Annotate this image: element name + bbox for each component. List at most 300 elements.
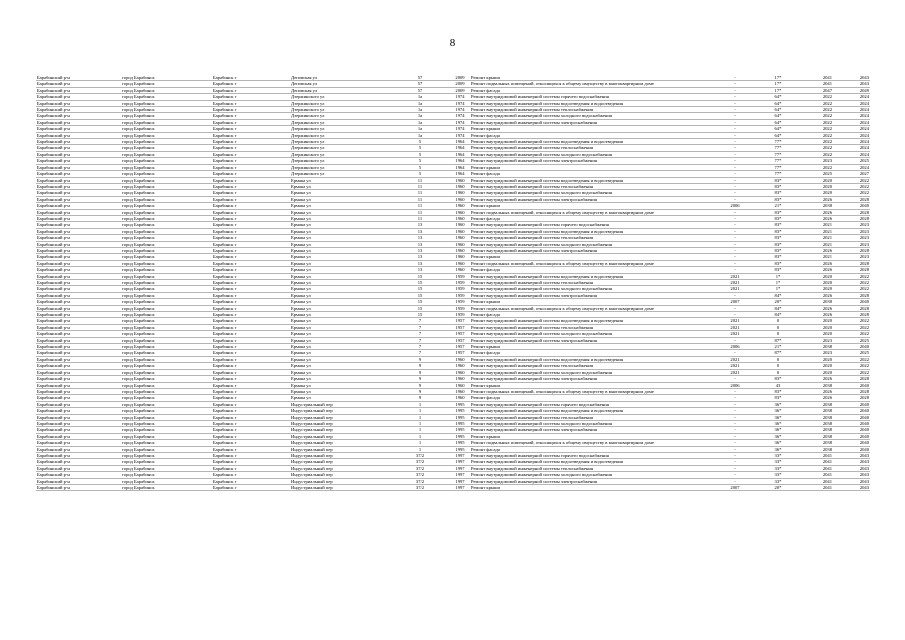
cell-plan-end-year: 2040 xyxy=(833,382,870,388)
cell-last-repair-year: - xyxy=(710,388,760,394)
cell-district: Барабинский р-н xyxy=(36,81,121,87)
cell-plan-start-year: 2038 xyxy=(796,433,833,439)
cell-settlement: Барабинск г xyxy=(212,331,290,337)
cell-municipality: город Барабинск xyxy=(121,344,212,350)
cell-street: Деповская ул xyxy=(290,87,390,93)
cell-work-type: Ремонт внутридомовой инженерной системы холодного водоснабжения xyxy=(470,472,710,478)
cell-last-repair-year: - xyxy=(710,100,760,106)
cell-settlement: Барабинск г xyxy=(212,395,290,401)
cell-district: Барабинский р-н xyxy=(36,254,121,260)
cell-street: Ермака ул xyxy=(290,254,390,260)
cell-municipality: город Барабинск xyxy=(121,75,212,81)
cell-wear-percent: 83* xyxy=(760,260,796,266)
cell-municipality: город Барабинск xyxy=(121,171,212,177)
cell-last-repair-year: - xyxy=(710,459,760,465)
cell-street: Индустриальный пер xyxy=(290,485,390,491)
cell-settlement: Барабинск г xyxy=(212,299,290,305)
cell-built-year: 1974 xyxy=(450,100,470,106)
cell-house-number: 1 xyxy=(390,408,450,414)
cell-work-type: Ремонт подвальных помещений, относящихся к общему имуществу в многоквартирном доме xyxy=(470,260,710,266)
cell-wear-percent: 43 xyxy=(760,382,796,388)
cell-work-type: Ремонт внутридомовой инженерной системы теплоснабжения xyxy=(470,363,710,369)
cell-built-year: 1997 xyxy=(450,485,470,491)
cell-plan-end-year: 2022 xyxy=(833,273,870,279)
cell-work-type: Ремонт крыши xyxy=(470,433,710,439)
cell-house-number: 7 xyxy=(390,337,450,343)
cell-plan-end-year: 2024 xyxy=(833,126,870,132)
cell-plan-start-year: 2026 xyxy=(796,388,833,394)
cell-work-type: Ремонт крыши xyxy=(470,485,710,491)
cell-district: Барабинский р-н xyxy=(36,350,121,356)
cell-plan-end-year: 2043 xyxy=(833,472,870,478)
cell-settlement: Барабинск г xyxy=(212,267,290,273)
cell-settlement: Барабинск г xyxy=(212,292,290,298)
cell-district: Барабинский р-н xyxy=(36,420,121,426)
cell-municipality: город Барабинск xyxy=(121,318,212,324)
cell-street: Ермака ул xyxy=(290,222,390,228)
cell-street: Индустриальный пер xyxy=(290,446,390,452)
cell-settlement: Барабинск г xyxy=(212,356,290,362)
cell-work-type: Ремонт фасада xyxy=(470,171,710,177)
cell-settlement: Барабинск г xyxy=(212,280,290,286)
cell-plan-start-year: 2041 xyxy=(796,485,833,491)
cell-district: Барабинский р-н xyxy=(36,164,121,170)
cell-settlement: Барабинск г xyxy=(212,485,290,491)
cell-settlement: Барабинск г xyxy=(212,81,290,87)
cell-work-type: Ремонт внутридомовой инженерной системы холодного водоснабжения xyxy=(470,331,710,337)
cell-work-type: Ремонт подвальных помещений, относящихся к общему имуществу в многоквартирном доме xyxy=(470,209,710,215)
cell-municipality: город Барабинск xyxy=(121,228,212,234)
cell-district: Барабинский р-н xyxy=(36,196,121,202)
cell-district: Барабинский р-н xyxy=(36,241,121,247)
cell-last-repair-year: - xyxy=(710,254,760,260)
cell-plan-start-year: 2038 xyxy=(796,203,833,209)
cell-district: Барабинский р-н xyxy=(36,132,121,138)
cell-settlement: Барабинск г xyxy=(212,401,290,407)
cell-district: Барабинский р-н xyxy=(36,465,121,471)
cell-municipality: город Барабинск xyxy=(121,100,212,106)
cell-settlement: Барабинск г xyxy=(212,376,290,382)
cell-house-number: 7 xyxy=(390,350,450,356)
cell-wear-percent: 0 xyxy=(760,363,796,369)
cell-built-year: 1997 xyxy=(450,472,470,478)
cell-municipality: город Барабинск xyxy=(121,292,212,298)
cell-district: Барабинский р-н xyxy=(36,215,121,221)
cell-house-number: 1а xyxy=(390,113,450,119)
cell-built-year: 1959 xyxy=(450,273,470,279)
cell-last-repair-year: - xyxy=(710,260,760,266)
cell-district: Барабинский р-н xyxy=(36,299,121,305)
cell-wear-percent: 84* xyxy=(760,305,796,311)
cell-street: Ермака ул xyxy=(290,235,390,241)
cell-municipality: город Барабинск xyxy=(121,247,212,253)
cell-work-type: Ремонт крыши xyxy=(470,203,710,209)
cell-street: Индустриальный пер xyxy=(290,472,390,478)
cell-wear-percent: 83* xyxy=(760,228,796,234)
cell-built-year: 1964 xyxy=(450,171,470,177)
cell-street: Дзержинского ул xyxy=(290,139,390,145)
cell-settlement: Барабинск г xyxy=(212,254,290,260)
cell-last-repair-year: 2021 xyxy=(710,324,760,330)
cell-plan-end-year: 2024 xyxy=(833,119,870,125)
cell-plan-end-year: 2025 xyxy=(833,337,870,343)
cell-built-year: 1960 xyxy=(450,388,470,394)
cell-district: Барабинский р-н xyxy=(36,286,121,292)
cell-plan-start-year: 2026 xyxy=(796,267,833,273)
cell-house-number: 1а xyxy=(390,94,450,100)
capital-repair-table xyxy=(36,75,870,491)
cell-house-number: 57 xyxy=(390,81,450,87)
cell-plan-end-year: 2040 xyxy=(833,203,870,209)
cell-settlement: Барабинск г xyxy=(212,196,290,202)
cell-built-year: 1957 xyxy=(450,324,470,330)
cell-district: Барабинский р-н xyxy=(36,388,121,394)
cell-built-year: 1960 xyxy=(450,183,470,189)
cell-work-type: Ремонт подвальных помещений, относящихся к общему имуществу в многоквартирном доме xyxy=(470,305,710,311)
cell-plan-end-year: 2025 xyxy=(833,158,870,164)
cell-built-year: 1960 xyxy=(450,196,470,202)
cell-plan-start-year: 2026 xyxy=(796,312,833,318)
cell-wear-percent: 36* xyxy=(760,401,796,407)
cell-built-year: 1960 xyxy=(450,190,470,196)
cell-street: Ермака ул xyxy=(290,241,390,247)
cell-plan-start-year: 2022 xyxy=(796,107,833,113)
cell-house-number: 1а xyxy=(390,119,450,125)
cell-plan-end-year: 2028 xyxy=(833,247,870,253)
cell-street: Ермака ул xyxy=(290,267,390,273)
cell-settlement: Барабинск г xyxy=(212,465,290,471)
cell-house-number: 11 xyxy=(390,215,450,221)
cell-municipality: город Барабинск xyxy=(121,209,212,215)
cell-settlement: Барабинск г xyxy=(212,87,290,93)
cell-work-type: Ремонт фасада xyxy=(470,267,710,273)
cell-plan-start-year: 2041 xyxy=(796,465,833,471)
cell-district: Барабинский р-н xyxy=(36,247,121,253)
cell-work-type: Ремонт внутридомовой инженерной системы теплоснабжения xyxy=(470,145,710,151)
cell-district: Барабинский р-н xyxy=(36,94,121,100)
cell-settlement: Барабинск г xyxy=(212,478,290,484)
cell-municipality: город Барабинск xyxy=(121,478,212,484)
cell-wear-percent: 64* xyxy=(760,119,796,125)
cell-municipality: город Барабинск xyxy=(121,177,212,183)
cell-house-number: 7 xyxy=(390,324,450,330)
cell-settlement: Барабинск г xyxy=(212,209,290,215)
cell-plan-end-year: 2040 xyxy=(833,433,870,439)
cell-plan-end-year: 2028 xyxy=(833,209,870,215)
cell-house-number: 15 xyxy=(390,312,450,318)
cell-district: Барабинский р-н xyxy=(36,151,121,157)
cell-plan-end-year: 2040 xyxy=(833,414,870,420)
cell-plan-end-year: 2040 xyxy=(833,420,870,426)
cell-work-type: Ремонт внутридомовой инженерной системы электроснабжения xyxy=(470,247,710,253)
cell-built-year: 1960 xyxy=(450,267,470,273)
cell-last-repair-year: 2006 xyxy=(710,382,760,388)
cell-wear-percent: 83* xyxy=(760,395,796,401)
cell-last-repair-year: - xyxy=(710,190,760,196)
cell-municipality: город Барабинск xyxy=(121,203,212,209)
table-body xyxy=(36,75,870,491)
cell-plan-start-year: 2023 xyxy=(796,158,833,164)
cell-street: Индустриальный пер xyxy=(290,478,390,484)
cell-plan-end-year: 2028 xyxy=(833,312,870,318)
cell-house-number: 15 xyxy=(390,292,450,298)
cell-plan-end-year: 2024 xyxy=(833,145,870,151)
cell-last-repair-year: 2021 xyxy=(710,273,760,279)
cell-district: Барабинский р-н xyxy=(36,312,121,318)
cell-wear-percent: 33* xyxy=(760,478,796,484)
cell-house-number: 15 xyxy=(390,273,450,279)
cell-work-type: Ремонт внутридомовой инженерной системы водоотведения и водоотведения xyxy=(470,408,710,414)
cell-built-year: 1995 xyxy=(450,440,470,446)
cell-work-type: Ремонт внутридомовой инженерной системы горячего водоснабжения xyxy=(470,401,710,407)
cell-house-number: 37/2 xyxy=(390,452,450,458)
cell-wear-percent: 77* xyxy=(760,158,796,164)
cell-work-type: Ремонт внутридомовой инженерной системы горячего водоснабжения xyxy=(470,94,710,100)
cell-last-repair-year: - xyxy=(710,247,760,253)
cell-last-repair-year: - xyxy=(710,158,760,164)
cell-street: Дзержинского ул xyxy=(290,132,390,138)
cell-plan-end-year: 2022 xyxy=(833,318,870,324)
cell-house-number: 1 xyxy=(390,433,450,439)
cell-built-year: 1964 xyxy=(450,145,470,151)
cell-plan-end-year: 2043 xyxy=(833,81,870,87)
cell-municipality: город Барабинск xyxy=(121,286,212,292)
cell-work-type: Ремонт внутридомовой инженерной системы теплоснабжения xyxy=(470,107,710,113)
cell-plan-start-year: 2038 xyxy=(796,299,833,305)
cell-street: Ермака ул xyxy=(290,331,390,337)
cell-wear-percent: 1* xyxy=(760,273,796,279)
cell-district: Барабинский р-н xyxy=(36,414,121,420)
cell-settlement: Барабинск г xyxy=(212,132,290,138)
cell-work-type: Ремонт подвальных помещений, относящихся к общему имуществу в многоквартирном доме xyxy=(470,81,710,87)
cell-district: Барабинский р-н xyxy=(36,107,121,113)
cell-municipality: город Барабинск xyxy=(121,337,212,343)
cell-settlement: Барабинск г xyxy=(212,260,290,266)
cell-settlement: Барабинск г xyxy=(212,139,290,145)
cell-municipality: город Барабинск xyxy=(121,164,212,170)
cell-house-number: 13 xyxy=(390,260,450,266)
cell-work-type: Ремонт внутридомовой инженерной системы водоотведения и водоотведения xyxy=(470,459,710,465)
cell-wear-percent: 83* xyxy=(760,376,796,382)
cell-plan-start-year: 2022 xyxy=(796,119,833,125)
cell-street: Ермака ул xyxy=(290,344,390,350)
cell-plan-start-year: 2022 xyxy=(796,164,833,170)
cell-plan-end-year: 2024 xyxy=(833,107,870,113)
cell-work-type: Ремонт внутридомовой инженерной системы холодного водоснабжения xyxy=(470,151,710,157)
cell-plan-start-year: 2041 xyxy=(796,452,833,458)
cell-plan-start-year: 2038 xyxy=(796,382,833,388)
cell-municipality: город Барабинск xyxy=(121,363,212,369)
cell-wear-percent: 83* xyxy=(760,209,796,215)
cell-last-repair-year: 2021 xyxy=(710,331,760,337)
cell-last-repair-year: 2021 xyxy=(710,363,760,369)
cell-street: Индустриальный пер xyxy=(290,414,390,420)
cell-settlement: Барабинск г xyxy=(212,369,290,375)
cell-settlement: Барабинск г xyxy=(212,190,290,196)
cell-settlement: Барабинск г xyxy=(212,344,290,350)
cell-house-number: 5 xyxy=(390,164,450,170)
cell-house-number: 37/2 xyxy=(390,478,450,484)
cell-last-repair-year: 2006 xyxy=(710,203,760,209)
cell-wear-percent: 21* xyxy=(760,344,796,350)
cell-house-number: 5 xyxy=(390,158,450,164)
cell-wear-percent: 77* xyxy=(760,139,796,145)
cell-plan-start-year: 2020 xyxy=(796,318,833,324)
cell-last-repair-year: - xyxy=(710,87,760,93)
cell-municipality: город Барабинск xyxy=(121,369,212,375)
cell-last-repair-year: - xyxy=(710,465,760,471)
cell-last-repair-year: - xyxy=(710,196,760,202)
cell-last-repair-year: - xyxy=(710,376,760,382)
cell-plan-end-year: 2024 xyxy=(833,164,870,170)
cell-work-type: Ремонт внутридомовой инженерной системы теплоснабжения xyxy=(470,465,710,471)
cell-plan-start-year: 2026 xyxy=(796,376,833,382)
cell-municipality: город Барабинск xyxy=(121,420,212,426)
cell-settlement: Барабинск г xyxy=(212,164,290,170)
cell-district: Барабинский р-н xyxy=(36,369,121,375)
cell-last-repair-year: - xyxy=(710,228,760,234)
cell-built-year: 1964 xyxy=(450,151,470,157)
cell-last-repair-year: 2021 xyxy=(710,356,760,362)
cell-street: Ермака ул xyxy=(290,305,390,311)
cell-district: Барабинский р-н xyxy=(36,401,121,407)
cell-plan-start-year: 2020 xyxy=(796,356,833,362)
cell-house-number: 1а xyxy=(390,107,450,113)
cell-house-number: 9 xyxy=(390,376,450,382)
cell-last-repair-year: - xyxy=(710,107,760,113)
cell-municipality: город Барабинск xyxy=(121,395,212,401)
cell-municipality: город Барабинск xyxy=(121,113,212,119)
cell-plan-start-year: 2020 xyxy=(796,286,833,292)
cell-wear-percent: 36* xyxy=(760,446,796,452)
cell-municipality: город Барабинск xyxy=(121,126,212,132)
cell-plan-end-year: 2028 xyxy=(833,215,870,221)
cell-municipality: город Барабинск xyxy=(121,222,212,228)
cell-plan-start-year: 2020 xyxy=(796,363,833,369)
cell-house-number: 7 xyxy=(390,344,450,350)
cell-built-year: 1957 xyxy=(450,318,470,324)
cell-wear-percent: 64* xyxy=(760,126,796,132)
cell-plan-end-year: 2040 xyxy=(833,440,870,446)
cell-street: Дзержинского ул xyxy=(290,164,390,170)
cell-last-repair-year: - xyxy=(710,171,760,177)
cell-wear-percent: 77* xyxy=(760,145,796,151)
cell-wear-percent: 36* xyxy=(760,433,796,439)
cell-district: Барабинский р-н xyxy=(36,126,121,132)
cell-street: Индустриальный пер xyxy=(290,401,390,407)
cell-wear-percent: 33* xyxy=(760,452,796,458)
cell-house-number: 1 xyxy=(390,446,450,452)
cell-work-type: Ремонт внутридомовой инженерной системы водоотведения и водоотведения xyxy=(470,273,710,279)
cell-district: Барабинский р-н xyxy=(36,292,121,298)
cell-plan-start-year: 2023 xyxy=(796,350,833,356)
cell-house-number: 9 xyxy=(390,395,450,401)
cell-last-repair-year: 2021 xyxy=(710,369,760,375)
cell-plan-start-year: 2026 xyxy=(796,395,833,401)
cell-district: Барабинский р-н xyxy=(36,478,121,484)
cell-built-year: 1964 xyxy=(450,164,470,170)
cell-built-year: 1974 xyxy=(450,132,470,138)
cell-district: Барабинский р-н xyxy=(36,446,121,452)
cell-work-type: Ремонт крыши xyxy=(470,382,710,388)
cell-built-year: 1997 xyxy=(450,465,470,471)
cell-street: Ермака ул xyxy=(290,286,390,292)
cell-wear-percent: 20* xyxy=(760,299,796,305)
cell-last-repair-year: - xyxy=(710,305,760,311)
cell-district: Барабинский р-н xyxy=(36,395,121,401)
cell-house-number: 1 xyxy=(390,420,450,426)
cell-plan-start-year: 2020 xyxy=(796,331,833,337)
cell-street: Индустриальный пер xyxy=(290,433,390,439)
cell-settlement: Барабинск г xyxy=(212,183,290,189)
cell-last-repair-year: - xyxy=(710,113,760,119)
cell-municipality: город Барабинск xyxy=(121,440,212,446)
cell-settlement: Барабинск г xyxy=(212,75,290,81)
cell-house-number: 9 xyxy=(390,388,450,394)
cell-municipality: город Барабинск xyxy=(121,485,212,491)
cell-built-year: 1960 xyxy=(450,395,470,401)
cell-house-number: 9 xyxy=(390,356,450,362)
cell-work-type: Ремонт внутридомовой инженерной системы водоотведения и водоотведения xyxy=(470,228,710,234)
cell-work-type: Ремонт внутридомовой инженерной системы теплоснабжения xyxy=(470,183,710,189)
cell-house-number: 1 xyxy=(390,440,450,446)
cell-work-type: Ремонт внутридомовой инженерной системы теплоснабжения xyxy=(470,324,710,330)
cell-street: Дзержинского ул xyxy=(290,158,390,164)
cell-last-repair-year: - xyxy=(710,478,760,484)
cell-plan-end-year: 2022 xyxy=(833,280,870,286)
cell-plan-start-year: 2038 xyxy=(796,446,833,452)
cell-wear-percent: 77* xyxy=(760,164,796,170)
cell-district: Барабинский р-н xyxy=(36,203,121,209)
cell-wear-percent: 83* xyxy=(760,222,796,228)
cell-district: Барабинский р-н xyxy=(36,228,121,234)
cell-settlement: Барабинск г xyxy=(212,228,290,234)
cell-district: Барабинский р-н xyxy=(36,119,121,125)
cell-plan-end-year: 2022 xyxy=(833,369,870,375)
cell-street: Индустриальный пер xyxy=(290,408,390,414)
cell-wear-percent: 33* xyxy=(760,465,796,471)
cell-street: Индустриальный пер xyxy=(290,465,390,471)
cell-house-number: 15 xyxy=(390,280,450,286)
cell-work-type: Ремонт фасада xyxy=(470,350,710,356)
cell-wear-percent: 36* xyxy=(760,427,796,433)
cell-street: Дзержинского ул xyxy=(290,113,390,119)
cell-plan-start-year: 2038 xyxy=(796,344,833,350)
cell-plan-start-year: 2047 xyxy=(796,87,833,93)
cell-wear-percent: 83* xyxy=(760,190,796,196)
cell-plan-start-year: 2025 xyxy=(796,171,833,177)
cell-built-year: 1995 xyxy=(450,446,470,452)
cell-work-type: Ремонт внутридомовой инженерной системы электроснабжения xyxy=(470,376,710,382)
cell-wear-percent: 83* xyxy=(760,235,796,241)
cell-house-number: 5 xyxy=(390,145,450,151)
cell-street: Дзержинского ул xyxy=(290,145,390,151)
cell-district: Барабинский р-н xyxy=(36,382,121,388)
cell-built-year: 1957 xyxy=(450,344,470,350)
cell-settlement: Барабинск г xyxy=(212,312,290,318)
cell-district: Барабинский р-н xyxy=(36,356,121,362)
cell-municipality: город Барабинск xyxy=(121,94,212,100)
cell-last-repair-year: - xyxy=(710,119,760,125)
cell-wear-percent: 0 xyxy=(760,356,796,362)
cell-settlement: Барабинск г xyxy=(212,100,290,106)
cell-district: Барабинский р-н xyxy=(36,305,121,311)
cell-settlement: Барабинск г xyxy=(212,158,290,164)
cell-built-year: 1959 xyxy=(450,305,470,311)
cell-street: Ермака ул xyxy=(290,280,390,286)
cell-plan-start-year: 2038 xyxy=(796,420,833,426)
cell-plan-end-year: 2043 xyxy=(833,485,870,491)
